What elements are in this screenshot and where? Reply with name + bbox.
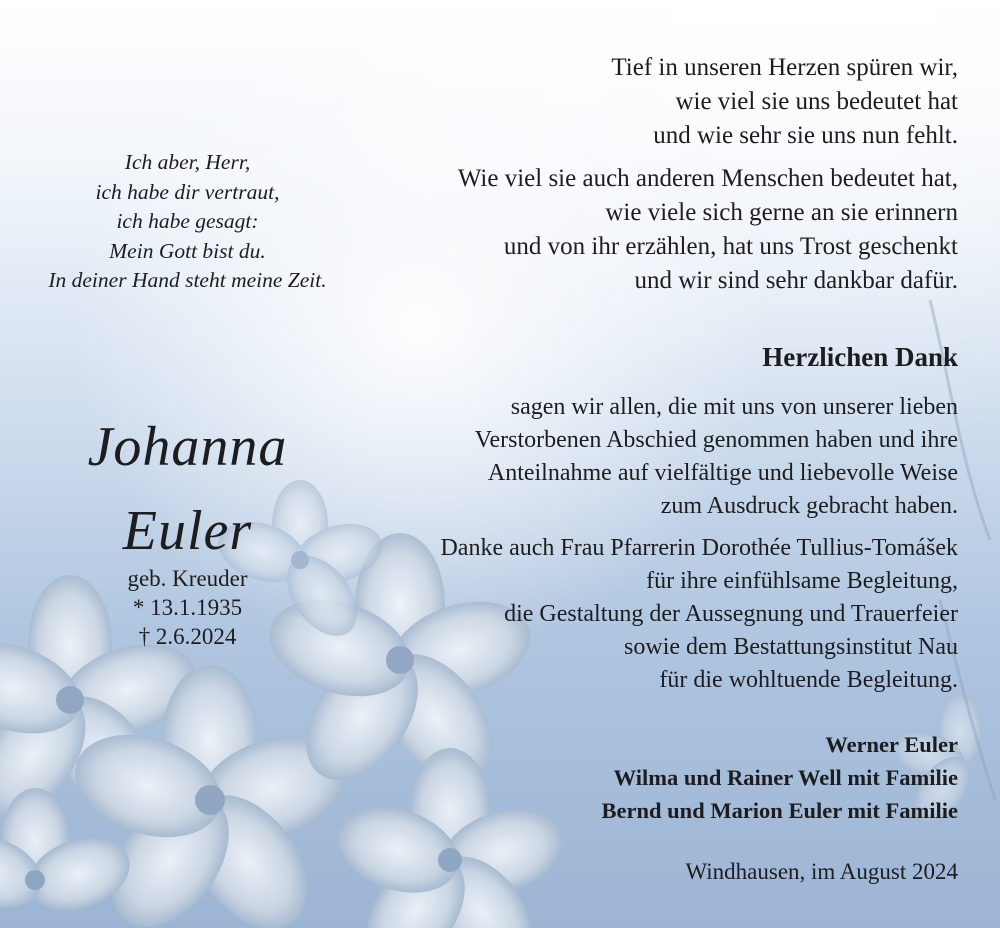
- place-and-date: Windhausen, im August 2024: [685, 859, 958, 884]
- thanks-line: zum Ausdruck gebracht haben.: [660, 493, 958, 519]
- psalm-line: Ich aber, Herr,: [124, 150, 251, 174]
- thanks-line: die Gestaltung der Aussegnung und Trauerfeier: [504, 601, 958, 627]
- maiden-name: geb. Kreuder: [127, 566, 248, 591]
- poem-line: wie viele sich gerne an sie erinnern: [605, 199, 958, 226]
- poem-stanza-2: [390, 162, 958, 298]
- psalm-line: ich habe dir vertraut,: [95, 179, 280, 204]
- thanks-line: Anteilnahme auf vielfältige und liebevolle Weise: [487, 460, 958, 486]
- thanks-paragraph: [360, 391, 958, 523]
- poem-line: Wie viel sie auch anderen Menschen bedeutet hat,: [457, 165, 958, 192]
- thanks-heading: Herzlichen Dank: [762, 342, 958, 372]
- poem-line: Tief in unseren Herzen spüren wir,: [611, 54, 958, 81]
- life-dates: [20, 564, 355, 651]
- additional-thanks-paragraph: [360, 532, 958, 697]
- thanks-line: Danke auch Frau Pfarrerin Dorothée Tullius-Tomášek: [440, 535, 958, 561]
- deceased-name: [20, 405, 355, 573]
- birth-date: * 13.1.1935: [132, 595, 243, 620]
- poem-stanza-1: [390, 51, 958, 153]
- poem-line: wie viel sie uns bedeutet hat: [675, 88, 958, 115]
- psalm-line: ich habe gesagt:: [116, 209, 259, 234]
- family-member: Bernd und Marion Euler mit Familie: [601, 798, 958, 823]
- thanks-line: sowie dem Bestattungsinstitut Nau: [624, 634, 958, 660]
- psalm-quote: [20, 148, 355, 296]
- family-signatures: [500, 728, 958, 827]
- thanks-line: für die wohltuende Begleitung.: [659, 667, 958, 693]
- thanks-line: sagen wir allen, die mit uns von unserer lieben: [510, 394, 958, 420]
- family-member: Werner Euler: [825, 732, 958, 757]
- psalm-line: Mein Gott bist du.: [109, 238, 266, 263]
- last-name: Euler: [122, 500, 253, 562]
- thanks-line: Verstorbenen Abschied genommen haben und ihre: [474, 427, 958, 453]
- first-name: Johanna: [87, 416, 288, 478]
- psalm-line: In deiner Hand steht meine Zeit.: [48, 268, 327, 293]
- poem-line: und von ihr erzählen, hat uns Trost geschenkt: [503, 233, 958, 260]
- poem-line: und wie sehr sie uns nun fehlt.: [653, 122, 958, 149]
- thanks-line: für ihre einfühlsame Begleitung,: [646, 568, 958, 594]
- family-member: Wilma und Rainer Well mit Familie: [613, 765, 958, 790]
- poem-line: und wir sind sehr dankbar dafür.: [634, 267, 958, 294]
- death-date: † 2.6.2024: [138, 624, 237, 649]
